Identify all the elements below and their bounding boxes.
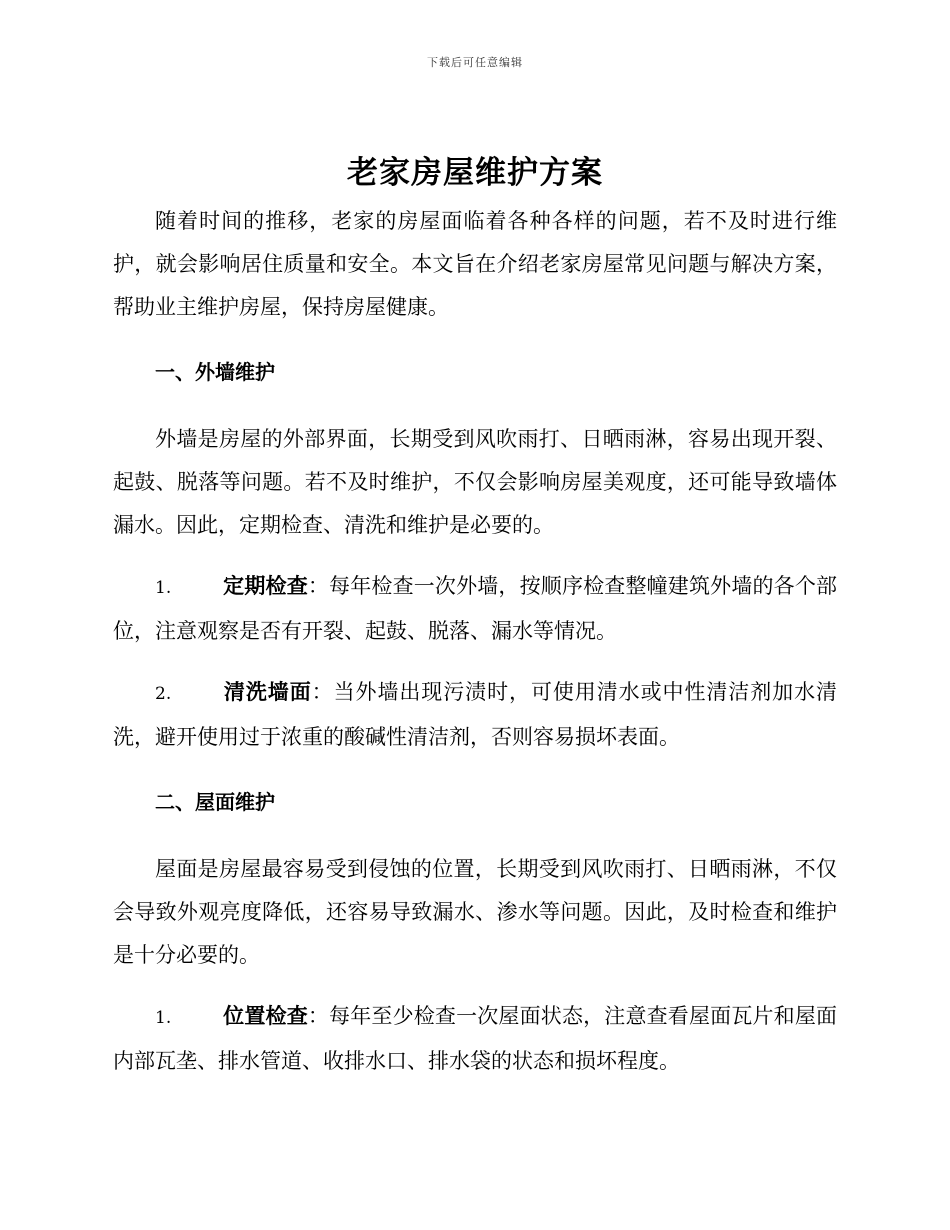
list-item-position-inspection <box>113 995 837 1083</box>
header-note: 下载后可任意编辑 <box>427 56 523 69</box>
list-number: 1. <box>155 578 172 598</box>
list-item-label: 清洗墙面 <box>223 680 312 704</box>
document-title: 老家房屋维护方案 <box>347 155 603 191</box>
section-heading-exterior-wall: 一、外墙维护 <box>155 360 275 384</box>
section-paragraph-roof: 屋面是房屋最容易受到侵蚀的位置，长期受到风吹雨打、日晒雨淋，不仅会导致外观亮度降低，还容易导致漏水、渗水等问题。因此，及时检查和维护是十分必要的。 <box>113 857 837 967</box>
list-number: 2. <box>155 684 172 704</box>
document-body <box>113 200 837 1083</box>
intro-paragraph: 随着时间的推移，老家的房屋面临着各种各样的问题，若不及时进行维护，就会影响居住质量和安全。本文旨在介绍老家房屋常见问题与解决方案，帮助业主维护房屋，保持房屋健康。 <box>113 209 837 319</box>
list-item-wall-cleaning <box>113 671 837 759</box>
list-item-text: ：每年检查一次外墙，按顺序检查整幢建筑外墙的各个部位，注意观察是否有开裂、起鼓、脱落、漏水等情况。 <box>113 574 838 643</box>
list-number: 1. <box>155 1008 172 1028</box>
list-item-text: ：当外墙出现污渍时，可使用清水或中性清洁剂加水清洗，避开使用过于浓重的酸碱性清洁剂，否则容易损坏表面。 <box>113 680 838 749</box>
list-item-label: 位置检查 <box>223 1004 308 1028</box>
list-item-regular-inspection <box>113 565 837 653</box>
section-heading-roof: 二、屋面维护 <box>155 790 275 814</box>
list-item-text: ：每年至少检查一次屋面状态，注意查看屋面瓦片和屋面内部瓦垄、排水管道、收排水口、排水袋的状态和损坏程度。 <box>113 1004 838 1073</box>
list-item-label: 定期检查 <box>223 574 308 598</box>
section-paragraph-exterior-wall: 外墙是房屋的外部界面，长期受到风吹雨打、日晒雨淋，容易出现开裂、起鼓、脱落等问题。若不及时维护，不仅会影响房屋美观度，还可能导致墙体漏水。因此，定期检查、清洗和维护是必要的。 <box>113 427 837 537</box>
